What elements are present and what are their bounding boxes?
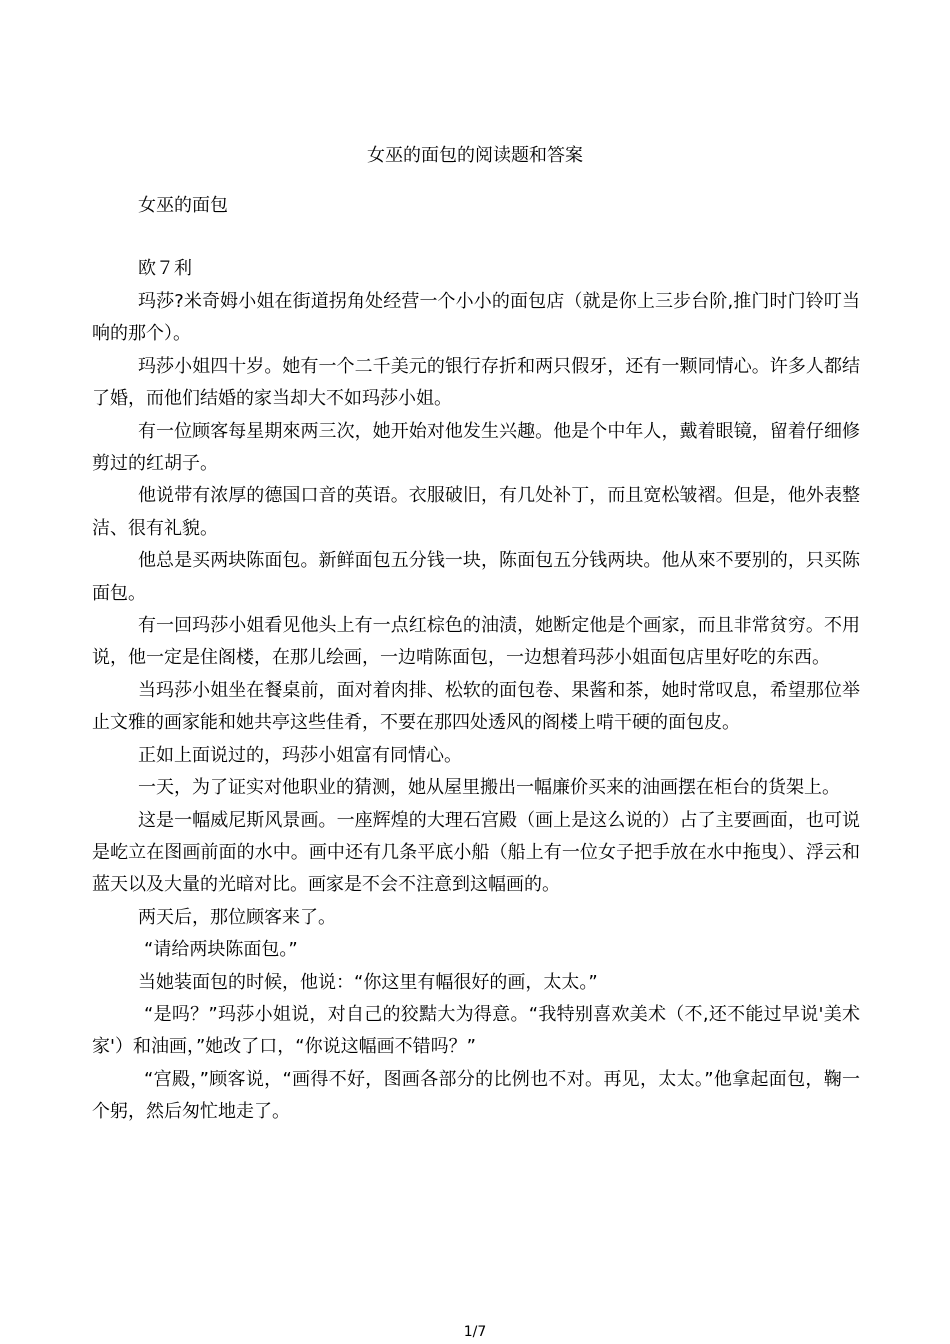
paragraph: “请给两块陈面包。”: [144, 939, 298, 961]
paragraph: 一天，为了证实对他职业的猜测，她从屋里搬出一幅廉价买来的油画摆在柜台的货架上。: [138, 777, 840, 799]
paragraph: 他总是买两块陈面包。新鲜面包五分钱一块，陈面包五分钱两块。他从來不要别的，只买陈面包。: [92, 550, 860, 604]
page-number: 1/7: [463, 1324, 487, 1340]
paragraph: 当玛莎小姐坐在餐桌前，面对着肉排、松软的面包卷、果酱和茶，她时常叹息，希望那位举止文雅的画家能和她共亭这些佳肴，不要在那四处透风的阁楼上啃干硬的面包皮。: [92, 679, 860, 734]
paragraph: 两天后，那位顾客来了。: [138, 906, 336, 928]
story-title: 女巫的面包: [138, 195, 228, 216]
paragraph: 当她装面包的时候，他说：“你这里有幅很好的画，太太。”: [138, 971, 598, 993]
document-title: 女巫的面包的阅读题和答案: [367, 145, 583, 166]
paragraph: 这是一幅威尼斯风景画。一座辉煌的大理石宫殿（画上是这么说的）占了主要画面，也可说是屹立在图画前面的水中。画中还有几条平底小船（船上有一位女子把手放在水中拖曳）、浮云和蓝天以及大量的光暗对比。画家是不会不注意到这幅画的。: [92, 809, 860, 896]
paragraph: 有一回玛莎小姐看见他头上有一点红棕色的油渍，她断定他是个画家，而且非常贫穷。不用说，他一定是住阁楼，在那儿绘画，一边啃陈面包，一边想着玛莎小姐面包店里好吃的东西。: [92, 615, 860, 669]
paragraph: 玛莎小姐四十岁。她有一个二千美元的银行存折和两只假牙，还有一颗同情心。许多人都结了婚，而他们结婚的家当却大不如玛莎小姐。: [92, 355, 860, 410]
paragraph: 玛莎?米奇姆小姐在街道拐角处经营一个小小的面包店（就是你上三步台阶,推门时门铃叮当响的那个）。: [92, 291, 860, 345]
paragraph: “是吗？”玛莎小姐说，对自己的狡黠大为得意。“我特别喜欢美术（不,还不能过早说'美术家'）和油画，”她改了口，“你说这幅画不错吗？”: [92, 1003, 860, 1058]
paragraph: 有一位顾客每星期來两三次，她开始对他发生兴趣。他是个中年人，戴着眼镜，留着仔细修剪过的红胡子。: [92, 420, 860, 475]
paragraph: 正如上面说过的，玛莎小姐富有同情心。: [138, 744, 462, 766]
paragraph: 他说带有浓厚的德国口音的英语。衣服破旧，有几处补丁，而且宽松皱褶。但是，他外表整洁、很有礼貌。: [92, 485, 860, 539]
paragraph: “宫殿，”顾客说，“画得不好，图画各部分的比例也不对。再见，太太。”他拿起面包，鞠一个躬，然后匆忙地走了。: [92, 1068, 860, 1123]
story-body: [92, 286, 860, 1129]
author-line: 欧７利: [138, 258, 192, 279]
